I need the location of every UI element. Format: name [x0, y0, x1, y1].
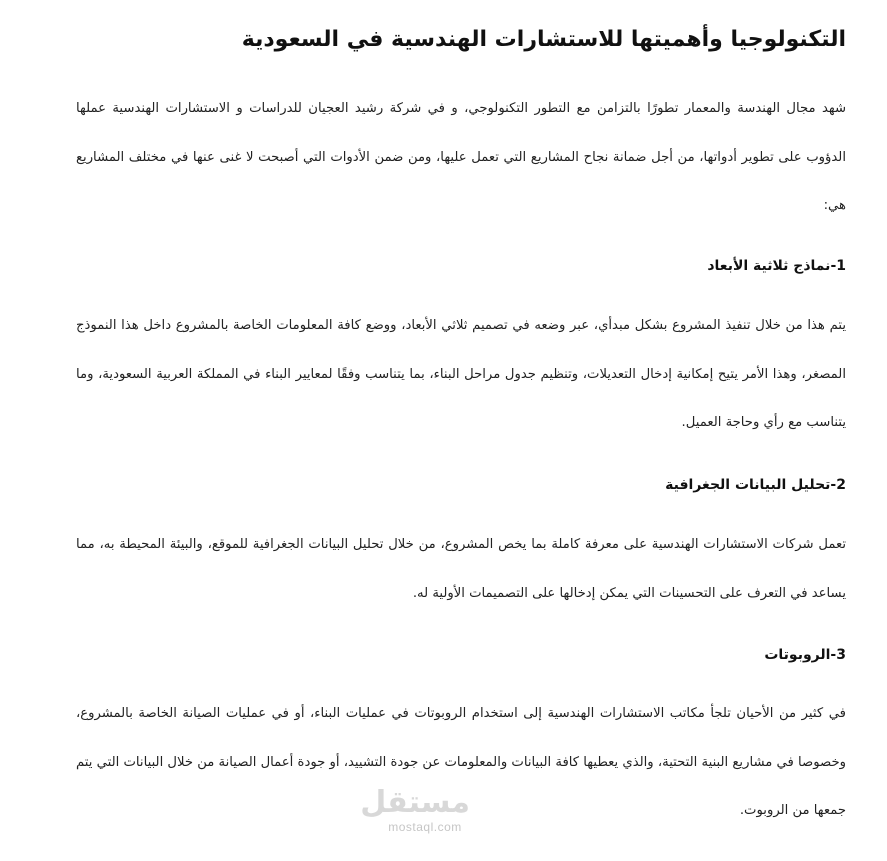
section-heading-robots: 3-الروبوتات	[764, 647, 846, 663]
section-heading-3d-models: 1-نماذج ثلاثية الأبعاد	[707, 258, 846, 274]
intro-paragraph: شهد مجال الهندسة والمعمار تطورًا بالتزامن مع التطور التكنولوجي، و في شركة رشيد العجيان للدراسات و الاستشارات الهندسية عملها الدؤوب على تطوير أدواتها، من أجل ضمانة نجاح المشاريع التي تعمل عليها، ومن ضمن الأدوات التي أصبحت لا غنى عنها في مختلف المشاريع هي:	[76, 101, 846, 213]
section-body-geo-data: تعمل شركات الاستشارات الهندسية على معرفة كاملة بما يخص المشروع، من خلال تحليل البيانات الجغرافية للموقع، والبيئة المحيطة به، مما يساعد في التعرف على التحسينات التي يمكن إدخالها على التصميمات الأولية له.	[76, 537, 846, 601]
watermark-url: mostaql.com	[388, 820, 462, 834]
section-body-robots: في كثير من الأحيان تلجأ مكاتب الاستشارات الهندسية إلى استخدام الروبوتات في عمليات البناء، أو في عمليات الصيانة الخاصة بالمشروع، وخصوصا في مشاريع البنية التحتية، والذي يعطيها كافة البيانات والمعلومات عن جودة التشييد، أو جودة أعمال الصيانة من خلال البيانات التي يتم جمعها من الروبوت.	[76, 706, 846, 818]
section-heading-geo-data: 2-تحليل البيانات الجغرافية	[665, 477, 846, 493]
article-title: التكنولوجيا وأهميتها للاستشارات الهندسية في السعودية	[241, 27, 846, 52]
mostaql-watermark	[360, 785, 470, 846]
watermark-logo: مستقل	[360, 785, 470, 820]
section-body-3d-models: يتم هذا من خلال تنفيذ المشروع بشكل مبدأي، عبر وضعه في تصميم ثلاثي الأبعاد، ووضع كافة المعلومات الخاصة بالمشروع داخل هذا النموذج المصغر، وهذا الأمر يتيح إمكانية إدخال التعديلات، وتنظيم جدول مراحل البناء، بما يتناسب وفقًا لمعايير البناء في المملكة العربية السعودية، وما يتناسب مع رأي وحاجة العميل.	[76, 318, 846, 430]
